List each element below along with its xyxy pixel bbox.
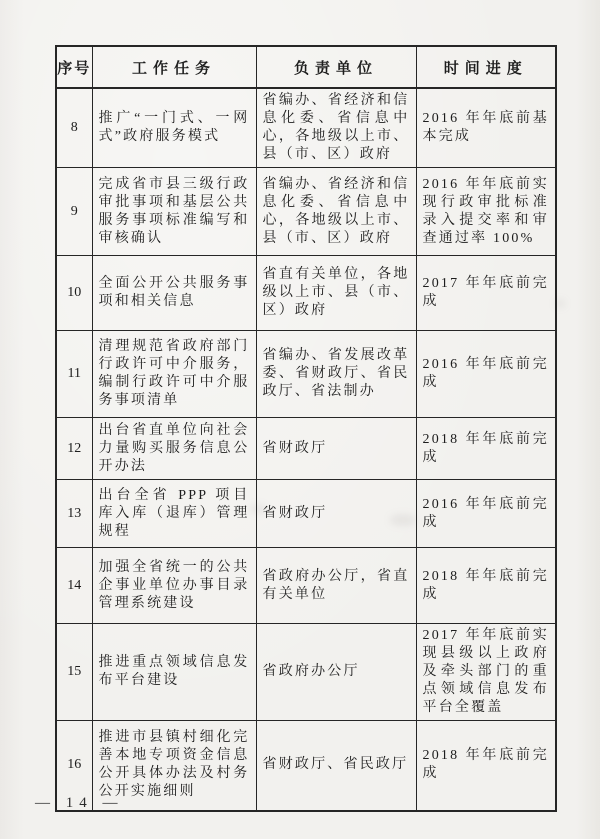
table-row xyxy=(56,418,556,480)
row-number-cell: 10 xyxy=(56,256,92,331)
unit-cell: 省政府办公厅，省直有关单位 xyxy=(256,548,416,624)
row-number-cell: 8 xyxy=(56,88,92,168)
task-cell: 清理规范省政府部门行政许可中介服务，编制行政许可中介服务事项清单 xyxy=(92,331,256,418)
table-body xyxy=(56,88,556,811)
unit-cell: 省编办、省发展改革委、省财政厅、省民政厅、省法制办 xyxy=(256,331,416,418)
time-cell: 2016 年年底前完成 xyxy=(416,480,556,548)
row-number-cell: 14 xyxy=(56,548,92,624)
table-header xyxy=(56,46,556,88)
table-row xyxy=(56,624,556,721)
table-row xyxy=(56,548,556,624)
unit-cell: 省财政厅 xyxy=(256,418,416,480)
table-row xyxy=(56,168,556,256)
row-number-cell: 15 xyxy=(56,624,92,721)
task-cell: 出台省直单位向社会力量购买服务信息公开办法 xyxy=(92,418,256,480)
row-number-cell: 16 xyxy=(56,721,92,811)
work-task-table xyxy=(55,45,557,812)
task-cell: 全面公开公共服务事项和相关信息 xyxy=(92,256,256,331)
column-header-time: 时间进度 xyxy=(416,46,556,88)
time-cell: 2018 年年底前完成 xyxy=(416,721,556,811)
unit-cell: 省财政厅、省民政厅 xyxy=(256,721,416,811)
row-number-cell: 12 xyxy=(56,418,92,480)
task-cell: 推进重点领域信息发布平台建设 xyxy=(92,624,256,721)
header-row xyxy=(56,46,556,88)
task-cell: 出台全省 PPP 项目库入库（退库）管理规程 xyxy=(92,480,256,548)
table-row xyxy=(56,721,556,811)
time-cell: 2017 年年底前完成 xyxy=(416,256,556,331)
page-number: — 14 — xyxy=(35,795,124,811)
row-number-cell: 9 xyxy=(56,168,92,256)
column-header-number: 序号 xyxy=(56,46,92,88)
time-cell: 2017 年年底前实现县级以上政府及牵头部门的重点领域信息发布平台全覆盖 xyxy=(416,624,556,721)
task-cell: 推广“一门式、一网式”政府服务模式 xyxy=(92,88,256,168)
unit-cell: 省政府办公厅 xyxy=(256,624,416,721)
unit-cell: 省财政厅 xyxy=(256,480,416,548)
row-number-cell: 11 xyxy=(56,331,92,418)
time-cell: 2018 年年底前完成 xyxy=(416,548,556,624)
task-cell: 推进市县镇村细化完善本地专项资金信息公开具体办法及村务公开实施细则 xyxy=(92,721,256,811)
time-cell: 2016 年年底前实现行政审批标准录入提交率和审查通过率 100% xyxy=(416,168,556,256)
column-header-unit: 负责单位 xyxy=(256,46,416,88)
table-row xyxy=(56,331,556,418)
task-cell: 加强全省统一的公共企事业单位办事目录管理系统建设 xyxy=(92,548,256,624)
row-number-cell: 13 xyxy=(56,480,92,548)
table-row xyxy=(56,256,556,331)
unit-cell: 省编办、省经济和信息化委、省信息中心，各地级以上市、县（市、区）政府 xyxy=(256,88,416,168)
unit-cell: 省直有关单位，各地级以上市、县（市、区）政府 xyxy=(256,256,416,331)
column-header-task: 工作任务 xyxy=(92,46,256,88)
unit-cell: 省编办、省经济和信息化委、省信息中心，各地级以上市、县（市、区）政府 xyxy=(256,168,416,256)
table-row xyxy=(56,88,556,168)
table-row xyxy=(56,480,556,548)
task-cell: 完成省市县三级行政审批事项和基层公共服务事项标准编写和审核确认 xyxy=(92,168,256,256)
time-cell: 2016 年年底前完成 xyxy=(416,331,556,418)
time-cell: 2018 年年底前完成 xyxy=(416,418,556,480)
time-cell: 2016 年年底前基本完成 xyxy=(416,88,556,168)
